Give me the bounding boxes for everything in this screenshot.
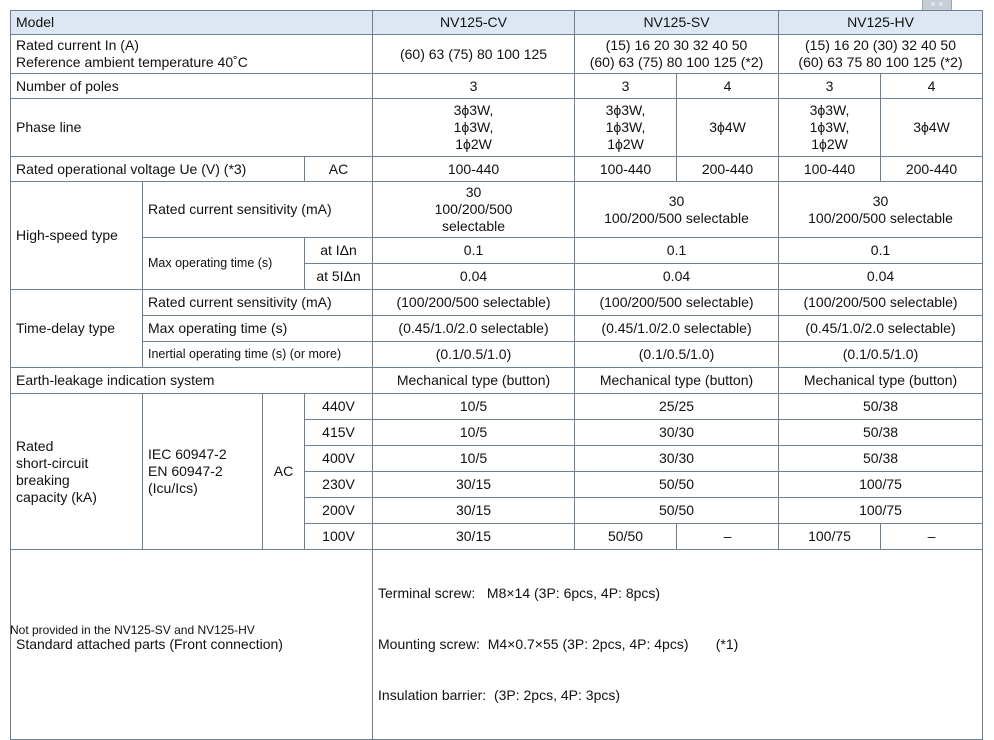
breaking-voltage: 400V xyxy=(305,446,373,472)
phase-line-hv-4: 3ϕ4W xyxy=(881,99,983,157)
expand-icon[interactable]: × × xyxy=(922,0,952,11)
high-speed-sensitivity-sv: 30 100/200/500 selectable xyxy=(575,182,779,238)
voltage-label: Rated operational voltage Ue (V) (*3) xyxy=(11,157,305,182)
poles-hv-4: 4 xyxy=(881,74,983,99)
time-delay-inertial-label: Inertial operating time (s) (or more) xyxy=(143,342,373,368)
phase-line-sv-3: 3ϕ3W, 1ϕ3W, 1ϕ2W xyxy=(575,99,677,157)
breaking-label: Rated short-circuit breaking capacity (kA) xyxy=(11,394,143,550)
breaking-sv: 30/30 xyxy=(575,446,779,472)
high-speed-sensitivity-label: Rated current sensitivity (mA) xyxy=(143,182,373,238)
time-delay-max-time-hv: (0.45/1.0/2.0 selectable) xyxy=(779,316,983,342)
high-speed-at-idn-label: at IΔn xyxy=(305,238,373,264)
time-delay-label: Time-delay type xyxy=(11,290,143,368)
poles-hv-3: 3 xyxy=(779,74,881,99)
high-speed-label: High-speed type xyxy=(11,182,143,290)
indication-hv: Mechanical type (button) xyxy=(779,368,983,394)
poles-sv-4: 4 xyxy=(677,74,779,99)
parts-label: Standard attached parts (Front connection) xyxy=(11,550,373,740)
rated-current-sv: (15) 16 20 30 32 40 50 (60) 63 (75) 80 100 125 (*2) xyxy=(575,35,779,74)
high-speed-5idn-hv: 0.04 xyxy=(779,264,983,290)
breaking-sv-4: – xyxy=(677,524,779,550)
time-delay-sensitivity-sv: (100/200/500 selectable) xyxy=(575,290,779,316)
phase-line-cv: 3ϕ3W, 1ϕ3W, 1ϕ2W xyxy=(373,99,575,157)
parts-row xyxy=(11,550,983,740)
poles-sv-3: 3 xyxy=(575,74,677,99)
indication-cv: Mechanical type (button) xyxy=(373,368,575,394)
breaking-row-440 xyxy=(11,394,983,420)
breaking-cv: 10/5 xyxy=(373,420,575,446)
voltage-sv-3: 100-440 xyxy=(575,157,677,182)
phase-line-sv-4: 3ϕ4W xyxy=(677,99,779,157)
model-label: Model xyxy=(11,11,373,35)
poles-cv: 3 xyxy=(373,74,575,99)
time-delay-sensitivity-row xyxy=(11,290,983,316)
breaking-hv: 100/75 xyxy=(779,472,983,498)
breaking-sv-3: 50/50 xyxy=(575,524,677,550)
parts-insulation: Insulation barrier: (3P: 2pcs, 4P: 3pcs) xyxy=(378,687,621,703)
footnote: Not provided in the NV125-SV and NV125-HV xyxy=(10,623,255,637)
phase-line-label: Phase line xyxy=(11,99,373,157)
breaking-hv: 100/75 xyxy=(779,498,983,524)
breaking-cv: 10/5 xyxy=(373,446,575,472)
time-delay-max-time-label: Max operating time (s) xyxy=(143,316,373,342)
high-speed-5idn-cv: 0.04 xyxy=(373,264,575,290)
time-delay-sensitivity-hv: (100/200/500 selectable) xyxy=(779,290,983,316)
indication-sv: Mechanical type (button) xyxy=(575,368,779,394)
high-speed-5idn-sv: 0.04 xyxy=(575,264,779,290)
rated-current-row xyxy=(11,35,983,74)
breaking-voltage: 100V xyxy=(305,524,373,550)
high-speed-at-5idn-label: at 5IΔn xyxy=(305,264,373,290)
voltage-row xyxy=(11,157,983,182)
header-row xyxy=(11,11,983,35)
time-delay-inertial-cv: (0.1/0.5/1.0) xyxy=(373,342,575,368)
high-speed-max-time-label: Max operating time (s) xyxy=(143,238,305,290)
time-delay-max-time-sv: (0.45/1.0/2.0 selectable) xyxy=(575,316,779,342)
breaking-voltage: 230V xyxy=(305,472,373,498)
high-speed-sensitivity-cv: 30 100/200/500 selectable xyxy=(373,182,575,238)
breaking-voltage: 440V xyxy=(305,394,373,420)
breaking-ac: AC xyxy=(263,394,305,550)
voltage-sv-4: 200-440 xyxy=(677,157,779,182)
rated-current-label: Rated current In (A) Reference ambient temperature 40˚C xyxy=(11,35,373,74)
high-speed-sensitivity-hv: 30 100/200/500 selectable xyxy=(779,182,983,238)
model-sv: NV125-SV xyxy=(575,11,779,35)
breaking-voltage: 200V xyxy=(305,498,373,524)
model-hv: NV125-HV xyxy=(779,11,983,35)
voltage-ac: AC xyxy=(305,157,373,182)
breaking-sv: 25/25 xyxy=(575,394,779,420)
phase-line-row xyxy=(11,99,983,157)
high-speed-idn-hv: 0.1 xyxy=(779,238,983,264)
breaking-sv: 30/30 xyxy=(575,420,779,446)
poles-row xyxy=(11,74,983,99)
time-delay-max-time-cv: (0.45/1.0/2.0 selectable) xyxy=(373,316,575,342)
breaking-cv: 10/5 xyxy=(373,394,575,420)
time-delay-inertial-hv: (0.1/0.5/1.0) xyxy=(779,342,983,368)
voltage-hv-3: 100-440 xyxy=(779,157,881,182)
indication-label: Earth-leakage indication system xyxy=(11,368,373,394)
time-delay-inertial-sv: (0.1/0.5/1.0) xyxy=(575,342,779,368)
breaking-hv: 50/38 xyxy=(779,394,983,420)
rated-current-hv: (15) 16 20 (30) 32 40 50 (60) 63 75 80 100 125 (*2) xyxy=(779,35,983,74)
breaking-standard: IEC 60947-2 EN 60947-2 (Icu/Ics) xyxy=(143,394,263,550)
breaking-sv: 50/50 xyxy=(575,498,779,524)
breaking-hv: 50/38 xyxy=(779,446,983,472)
parts-list xyxy=(373,550,983,740)
voltage-cv: 100-440 xyxy=(373,157,575,182)
breaking-hv-3: 100/75 xyxy=(779,524,881,550)
parts-terminal: Terminal screw: M8×14 (3P: 6pcs, 4P: 8pcs) xyxy=(378,585,661,601)
breaking-cv: 30/15 xyxy=(373,524,575,550)
breaking-hv: 50/38 xyxy=(779,420,983,446)
parts-mounting: Mounting screw: M4×0.7×55 (3P: 2pcs, 4P: 4pcs) (*1) xyxy=(378,636,739,652)
poles-label: Number of poles xyxy=(11,74,373,99)
breaking-voltage: 415V xyxy=(305,420,373,446)
time-delay-sensitivity-label: Rated current sensitivity (mA) xyxy=(143,290,373,316)
indication-row xyxy=(11,368,983,394)
high-speed-idn-sv: 0.1 xyxy=(575,238,779,264)
time-delay-max-time-row xyxy=(11,316,983,342)
time-delay-inertial-row xyxy=(11,342,983,368)
time-delay-sensitivity-cv: (100/200/500 selectable) xyxy=(373,290,575,316)
high-speed-idn-cv: 0.1 xyxy=(373,238,575,264)
voltage-hv-4: 200-440 xyxy=(881,157,983,182)
breaking-hv-4: – xyxy=(881,524,983,550)
rated-current-cv: (60) 63 (75) 80 100 125 xyxy=(373,35,575,74)
breaking-sv: 50/50 xyxy=(575,472,779,498)
model-cv: NV125-CV xyxy=(373,11,575,35)
high-speed-idn-row xyxy=(11,238,983,264)
breaking-cv: 30/15 xyxy=(373,498,575,524)
phase-line-hv-3: 3ϕ3W, 1ϕ3W, 1ϕ2W xyxy=(779,99,881,157)
breaking-cv: 30/15 xyxy=(373,472,575,498)
high-speed-sensitivity-row xyxy=(11,182,983,238)
